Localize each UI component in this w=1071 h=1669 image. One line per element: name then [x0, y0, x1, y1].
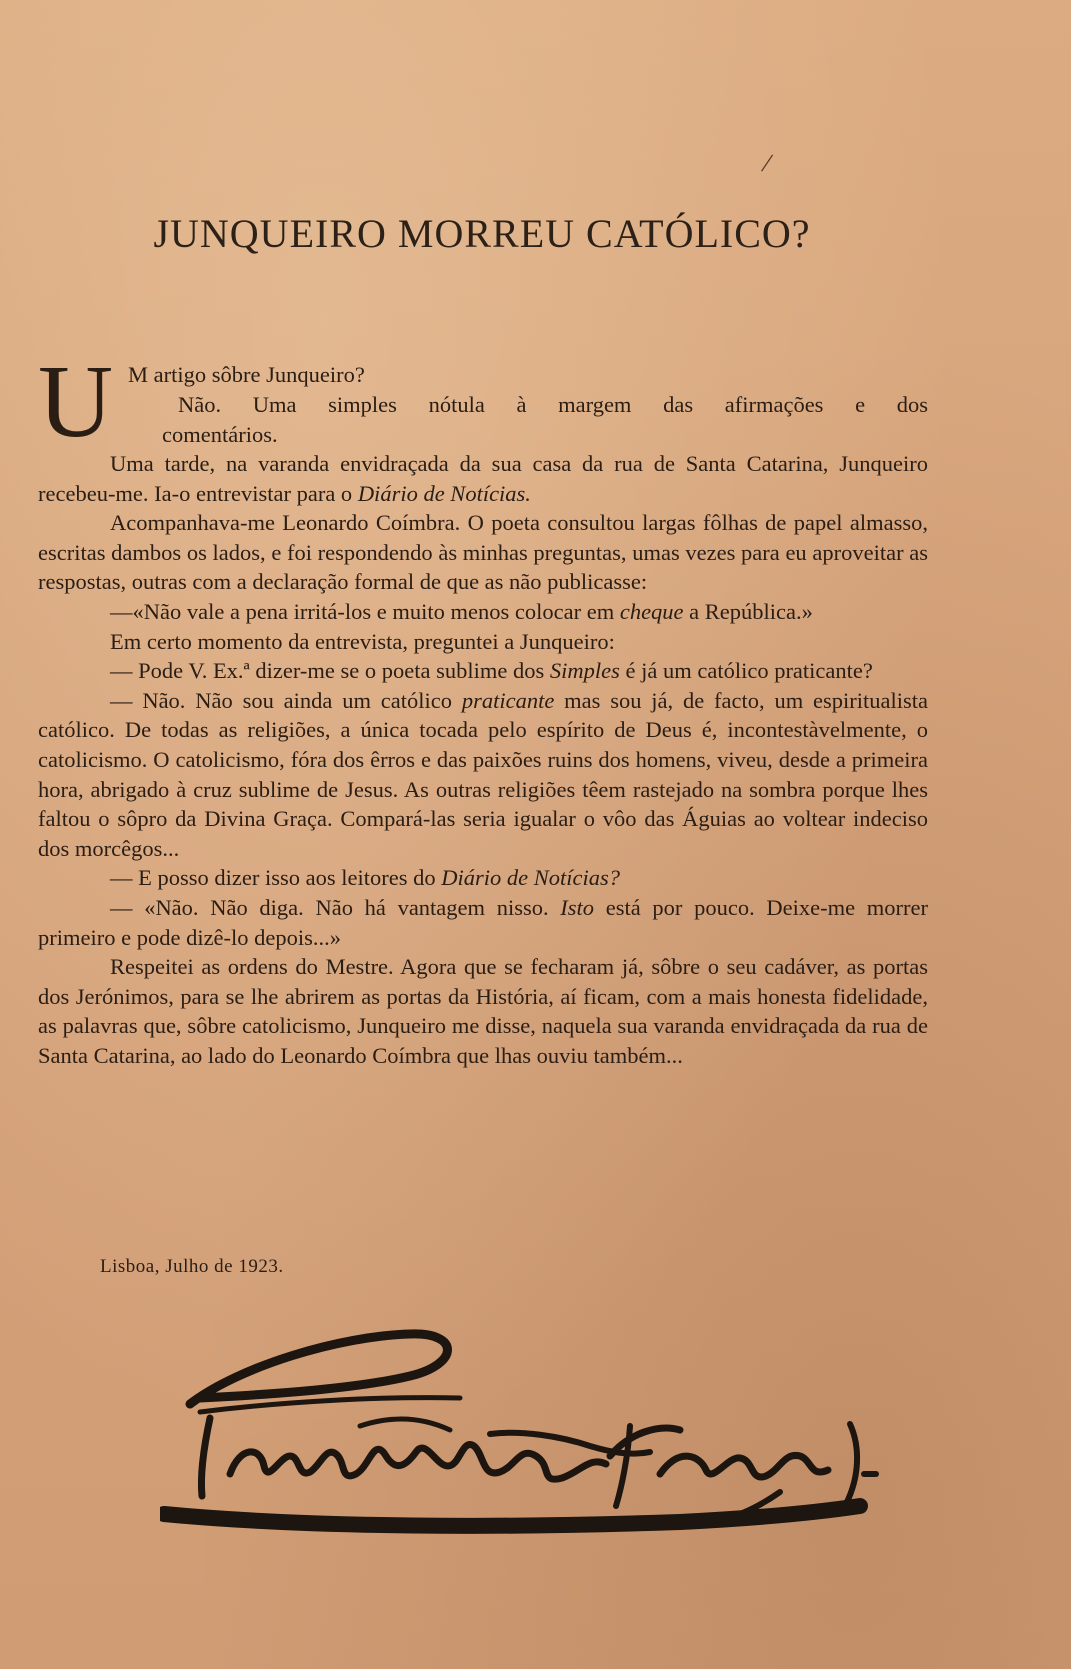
paragraph-2: Acompanhava-me Leonardo Coímbra. O poeta consultou largas fôlhas de papel almasso, escritas dambos os lados, e foi respondendo às minhas preguntas, umas vezes para eu aproveitar as respostas, outras com a declaração formal de que as não publicasse:: [38, 510, 928, 595]
paragraph-8: — «Não. Não diga. Não há vantagem nisso. Isto está por pouco. Deixe-me morrer primeiro e pode dizê-lo depois...»: [38, 894, 928, 950]
paragraph-7: — E posso dizer isso aos leitores do Diário de Notícias?: [110, 865, 620, 891]
dateline: Lisboa, Julho de 1923.: [100, 1256, 284, 1277]
paragraph-1: Uma tarde, na varanda envidraçada da sua casa da rua de Santa Catarina, Junqueiro recebeu-me. Ia-o entrevistar para o Diário de Notícias.: [38, 451, 928, 506]
paragraph-4: Em certo momento da entrevista, preguntei a Junqueiro:: [110, 628, 615, 654]
paragraph-9: Respeitei as ordens do Mestre. Agora que se fecharam já, sôbre o seu cadáver, as portas dos Jerónimos, para se lhe abrirem as portas da História, aí ficam, com a mais honesta fidelidade, as palavras que, sôbre catolicismo, Junqueiro me disse, naquela sua varanda envidraçada da rua de Santa Catarina, ao lado do Leonardo Coímbra que lhas ouviu também...: [38, 954, 928, 1068]
opening-line-3: comentários.: [162, 422, 278, 447]
paragraph-5: — Pode V. Ex.ª dizer-me se o poeta sublime dos Simples é já um católico praticante?: [110, 658, 873, 684]
handwritten-signature: [160, 1306, 920, 1536]
opening-block: [38, 344, 928, 459]
paragraph-3: —«Não vale a pena irritá-los e muito menos colocar em cheque a República.»: [110, 598, 813, 624]
opening-line-2: Não. Uma simples nótula à margem das afirmações e dos: [178, 392, 928, 417]
article-body: [38, 344, 929, 1070]
article-title: JUNQUEIRO MORREU CATÓLICO?: [153, 211, 811, 256]
opening-line-1: M artigo sôbre Junqueiro?: [128, 362, 365, 387]
pencil-mark: /: [759, 147, 775, 180]
drop-cap: U: [38, 344, 114, 459]
paragraph-6: — Não. Não sou ainda um católico praticante mas sou já, de facto, um espiritualista católico. De todas as religiões, a única tocada pelo espírito de Deus é, incontestàvelmente, o catolicismo. O catolicismo, fóra dos êrros e das paixões ruins dos homens, viveu, desde a primeira hora, abrigado à cruz sublime de Jesus. As outras religiões têem rastejado na sombra porque lhes faltou o sôpro da Divina Graça. Compará-las seria igualar o vôo das Águias ao voltear indeciso dos morcêgos...: [38, 687, 929, 861]
